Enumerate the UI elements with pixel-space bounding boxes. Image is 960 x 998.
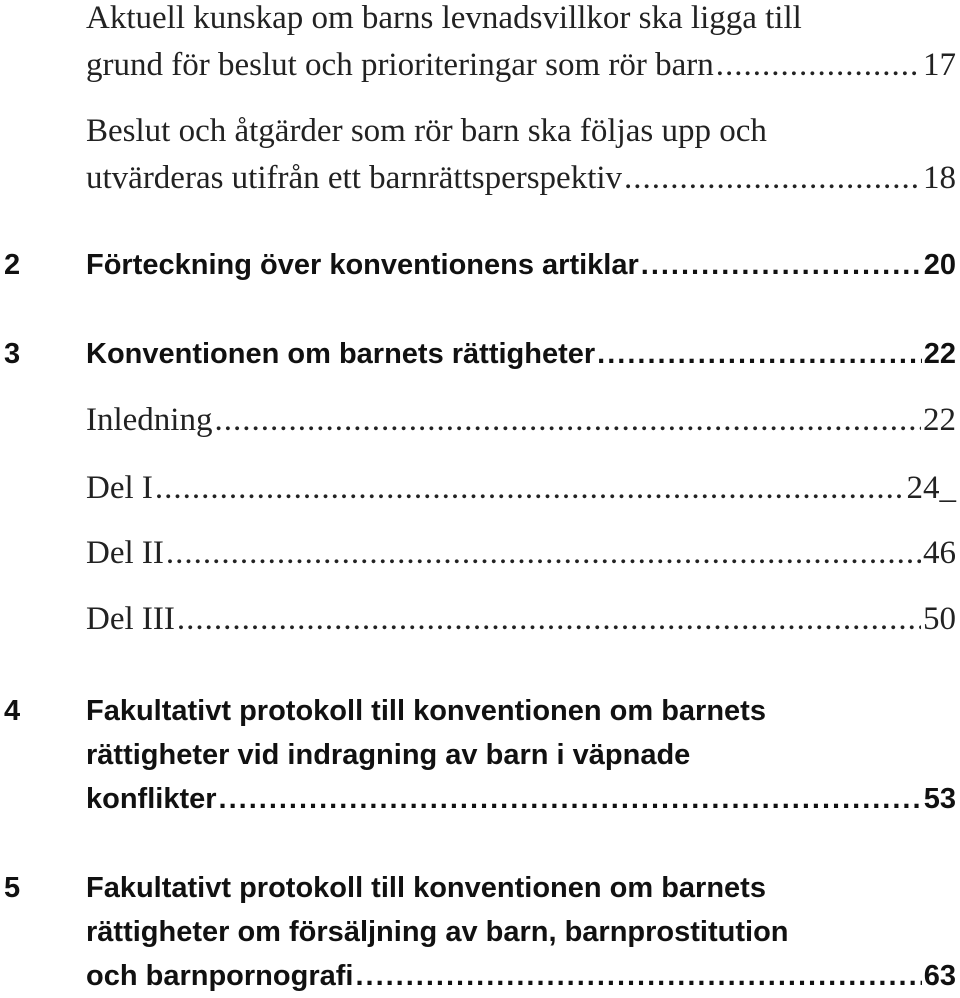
chapter-number: 5 (4, 872, 21, 904)
toc-chapter-title: konflikter (86, 783, 217, 815)
leader-dots (214, 397, 921, 444)
toc-entry-title: utvärderas utifrån ett barnrättsperspektiv (86, 160, 623, 196)
toc-entry-text (86, 108, 956, 202)
toc-page-number: 18 (923, 160, 956, 196)
toc-chapter-title: och barnpornografi (86, 960, 354, 992)
toc-entry-title: Inledning (86, 402, 213, 438)
toc-entry-title: Del III (86, 601, 175, 637)
toc-entry-lastline (86, 42, 956, 89)
toc-entry-title: Del II (86, 535, 164, 571)
toc-entry-text (86, 0, 956, 89)
toc-page-number: 53 (923, 783, 956, 815)
toc-entry-lastline (86, 596, 956, 643)
toc-chapter-title: Konventionen om barnets rättigheter (86, 338, 596, 370)
toc-entry-text (86, 243, 956, 287)
toc-entry-lastline (86, 465, 956, 512)
toc-entry-text (86, 596, 956, 643)
leader-dots (219, 777, 922, 821)
toc-entry-line: rättigheter om försäljning av barn, barnprostitution (86, 916, 789, 948)
toc-page-number: 63 (923, 960, 956, 992)
toc-entry-lastline (86, 397, 956, 444)
toc-page-number: 46 (923, 535, 956, 571)
leader-dots (155, 465, 905, 512)
toc-entry-lastline (86, 954, 956, 998)
toc-page-number: 17 (923, 47, 956, 83)
chapter-number: 4 (4, 695, 21, 727)
toc-entry-lastline (86, 777, 956, 821)
toc-page-number: 24_ (906, 470, 956, 506)
toc-entry-text (86, 332, 956, 376)
leader-dots (716, 42, 921, 89)
leader-dots (641, 243, 922, 287)
toc-entry-line: Beslut och åtgärder som rör barn ska följas upp och (86, 113, 767, 149)
toc-entry-line: Fakultativt protokoll till konventionen om barnets (86, 872, 766, 904)
toc-entry-title: Del I (86, 470, 153, 506)
chapter-number: 3 (4, 338, 21, 370)
toc-entry-text (86, 530, 956, 577)
leader-dots (355, 954, 921, 998)
toc-entry-title: grund för beslut och prioriteringar som rör barn (86, 47, 714, 83)
toc-entry-text (86, 689, 956, 821)
toc-page-number: 22 (923, 338, 956, 370)
toc-page-number: 50 (923, 601, 956, 637)
toc-page-number: 20 (923, 249, 956, 281)
toc-entry-text (86, 866, 956, 998)
leader-dots (597, 332, 922, 376)
toc-entry-text (86, 465, 956, 512)
toc-chapter-title: Förteckning över konventionens artiklar (86, 249, 639, 281)
toc-page-number: 22 (923, 402, 956, 438)
toc-entry-line: rättigheter vid indragning av barn i väpnade (86, 739, 691, 771)
toc-entry-lastline (86, 332, 956, 376)
chapter-number: 2 (4, 249, 21, 281)
toc-entry-lastline (86, 243, 956, 287)
toc-entry-lastline (86, 530, 956, 577)
leader-dots (177, 596, 921, 643)
toc-entry-text (86, 397, 956, 444)
toc-entry-lastline (86, 155, 956, 202)
toc-entry-line: Aktuell kunskap om barns levnadsvillkor ska ligga till (86, 0, 802, 36)
toc-entry-line: Fakultativt protokoll till konventionen om barnets (86, 695, 766, 727)
leader-dots (624, 155, 921, 202)
leader-dots (166, 530, 921, 577)
